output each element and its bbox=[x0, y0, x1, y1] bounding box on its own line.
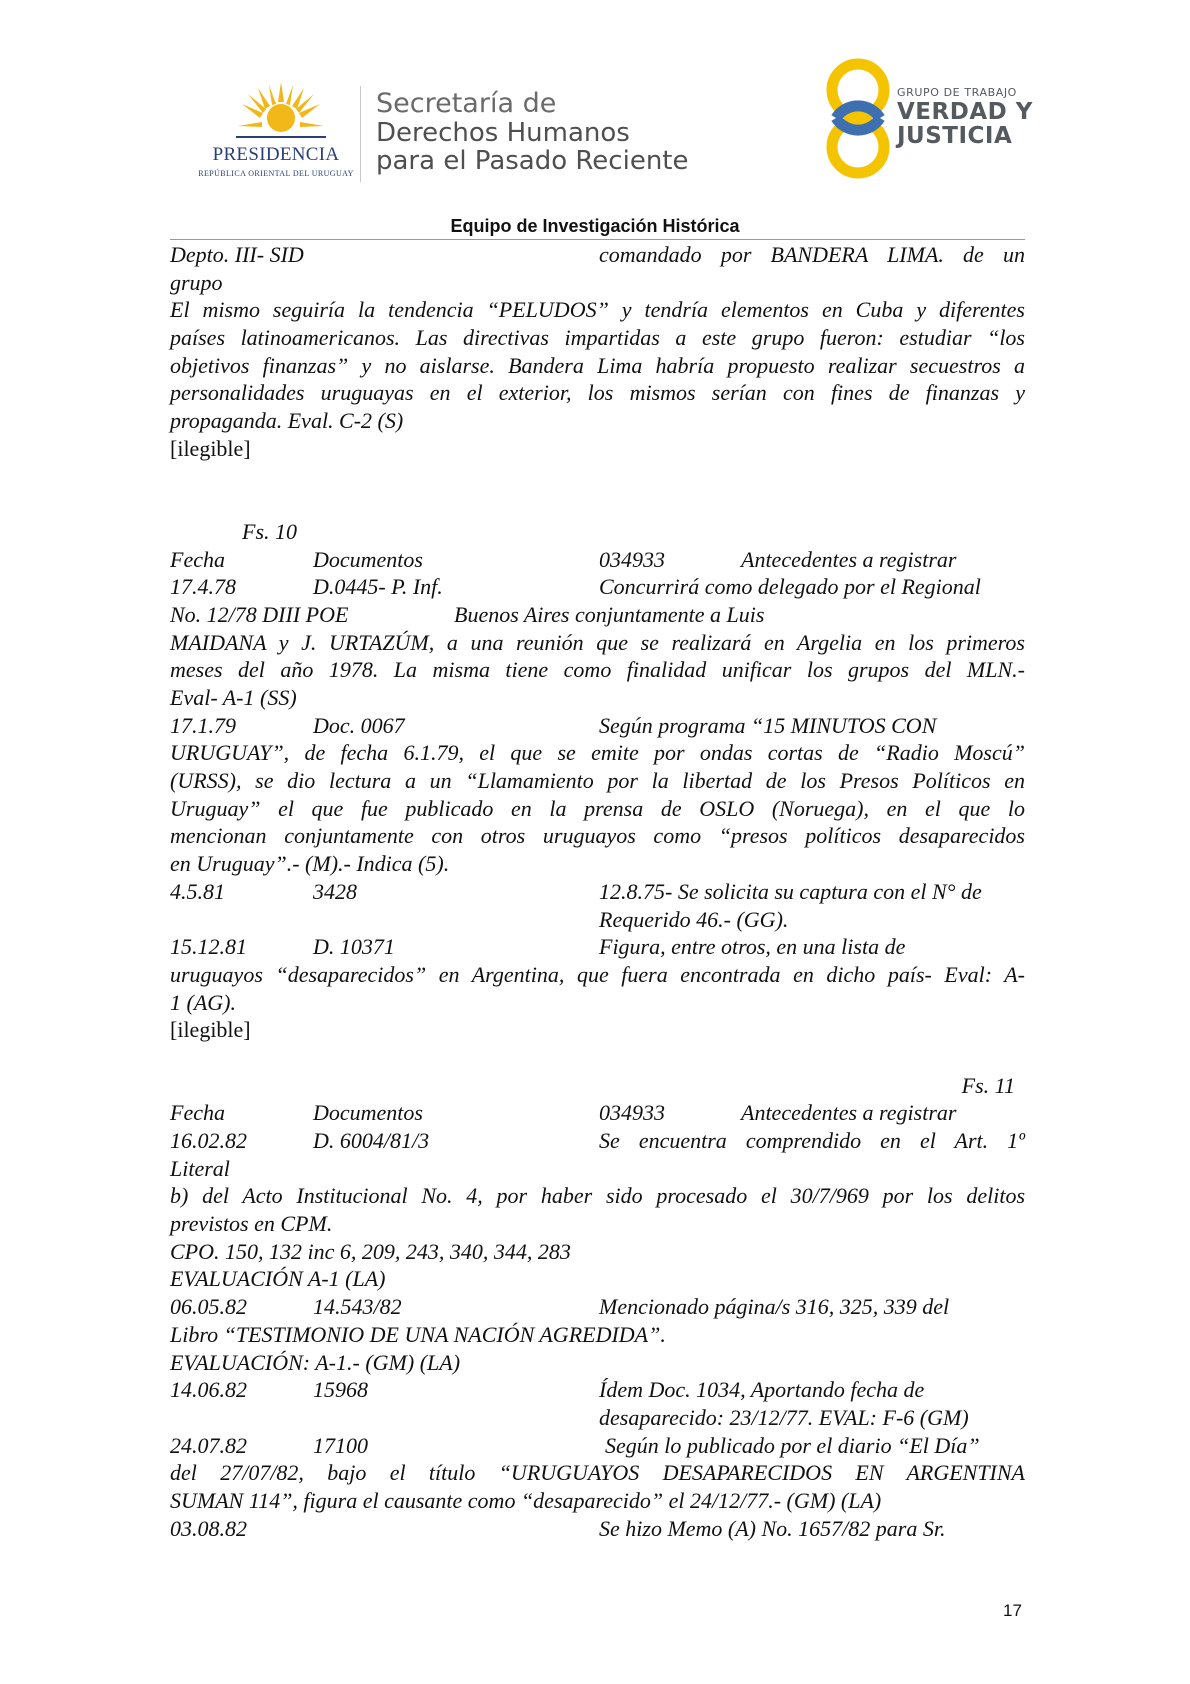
folio-10: Fs. 10 bbox=[242, 518, 297, 544]
text-line: b) del Acto Institucional No. 4, por haber sido procesado el 30/7/969 por los delitos bbox=[170, 1183, 1025, 1209]
col-fecha: Fecha bbox=[170, 1100, 225, 1126]
col-number: 034933 bbox=[599, 546, 665, 572]
entry-text: desaparecido: 23/12/77. EVAL: F-6 (GM) bbox=[599, 1404, 969, 1430]
entry-text: Se hizo Memo (A) No. 1657/82 para Sr. bbox=[599, 1515, 946, 1541]
entry-row bbox=[170, 1293, 1025, 1321]
entry-row bbox=[170, 878, 1025, 906]
text-line: El mismo seguiría la tendencia “PELUDOS” y tendría elementos en Cuba y diferentes bbox=[170, 297, 1025, 323]
entry-row bbox=[170, 933, 1025, 961]
entry-date: 06.05.82 bbox=[170, 1294, 247, 1320]
entry-text: Buenos Aires conjuntamente a Luis bbox=[454, 601, 765, 627]
depto-label: Depto. III- SID bbox=[170, 242, 304, 267]
entry-date: 17.4.78 bbox=[170, 574, 236, 600]
illegible-mark: [ilegible] bbox=[170, 1017, 251, 1043]
entry-doc: 15968 bbox=[313, 1377, 368, 1403]
presidencia-subtitle: REPÚBLICA ORIENTAL DEL URUGUAY bbox=[198, 169, 354, 178]
verdad-justicia-logo bbox=[822, 56, 1032, 181]
entry-row bbox=[170, 1127, 1025, 1155]
secretaria-line-1: Secretaría de bbox=[376, 88, 557, 119]
col-antecedentes: Antecedentes a registrar bbox=[741, 1100, 957, 1126]
entry-row bbox=[170, 573, 1025, 601]
entry-date: 15.12.81 bbox=[170, 934, 247, 960]
comandado-text: comandado por BANDERA LIMA. de un bbox=[599, 242, 1025, 267]
document-body bbox=[170, 241, 1025, 1542]
text-line: (URSS), se dio lectura a un “Llamamiento por la libertad de los Presos Políticos en bbox=[170, 768, 1025, 794]
entry-doc: 3428 bbox=[313, 878, 357, 904]
secretaria-logo-text bbox=[376, 88, 688, 175]
entry-text: Ídem Doc. 1034, Aportando fecha de bbox=[599, 1377, 925, 1403]
header-divider bbox=[360, 86, 361, 182]
text-line: EVALUACIÓN A-1 (LA) bbox=[170, 1266, 386, 1292]
entry-date: 03.08.82 bbox=[170, 1515, 247, 1541]
entry-doc: 17100 bbox=[313, 1432, 368, 1458]
text-line: en Uruguay”.- (M).- Indica (5). bbox=[170, 851, 450, 877]
entry-date: 14.06.82 bbox=[170, 1377, 247, 1403]
text-line: CPO. 150, 132 inc 6, 209, 243, 340, 344, 283 bbox=[170, 1238, 571, 1264]
verdad-label: VERDAD Y bbox=[897, 99, 1033, 125]
text-line bbox=[170, 906, 1025, 934]
entry-doc: D.0445- P. Inf. bbox=[313, 574, 443, 600]
col-antecedentes: Antecedentes a registrar bbox=[741, 546, 957, 572]
header-rule bbox=[170, 239, 1025, 240]
sun-emblem-icon bbox=[236, 80, 326, 146]
entry-ref: No. 12/78 DIII POE bbox=[170, 601, 349, 627]
presidencia-logo bbox=[196, 80, 356, 180]
text-line: mencionan conjuntamente con otros uruguayos como “presos políticos desaparecidos bbox=[170, 823, 1025, 849]
text-line: previstos en CPM. bbox=[170, 1211, 333, 1237]
secretaria-line-2: Derechos Humanos bbox=[376, 118, 630, 148]
col-documentos: Documentos bbox=[313, 1100, 423, 1126]
presidencia-title: PRESIDENCIA bbox=[212, 144, 340, 165]
text-line bbox=[170, 241, 1025, 269]
entry-doc: D. 10371 bbox=[313, 934, 395, 960]
entry-date: 17.1.79 bbox=[170, 712, 236, 738]
text-line: URUGUAY”, de fecha 6.1.79, el que se emite por ondas cortas de “Radio Moscú” bbox=[170, 740, 1025, 766]
entry-date: 4.5.81 bbox=[170, 878, 225, 904]
text-line: MAIDANA y J. URTAZÚM, a una reunión que se realizará en Argelia en los primeros bbox=[170, 629, 1025, 655]
illegible-mark: [ilegible] bbox=[170, 435, 251, 461]
entry-row bbox=[170, 1376, 1025, 1404]
text-line: Libro “TESTIMONIO DE UNA NACIÓN AGREDIDA”. bbox=[170, 1321, 666, 1347]
entry-doc: D. 6004/81/3 bbox=[313, 1128, 430, 1153]
text-line: Eval- A-1 (SS) bbox=[170, 685, 297, 710]
entry-date: 16.02.82 bbox=[170, 1128, 247, 1153]
col-documentos: Documentos bbox=[313, 546, 423, 572]
entry-row bbox=[170, 1515, 1025, 1543]
secretaria-line-3: para el Pasado Reciente bbox=[376, 146, 689, 176]
text-line: uruguayos “desaparecidos” en Argentina, que fuera encontrada en dicho país- Eval: A- bbox=[170, 961, 1025, 987]
folio-line bbox=[170, 518, 1025, 546]
blank-line bbox=[170, 463, 1025, 491]
folio-11: Fs. 11 bbox=[961, 1072, 1015, 1098]
table-header-row bbox=[170, 1099, 1025, 1127]
entry-text: Concurrirá como delegado por el Regional bbox=[599, 574, 981, 600]
entry-text: Según lo publicado por el diario “El Día” bbox=[605, 1432, 980, 1458]
entry-text: Según programa “15 MINUTOS CON bbox=[599, 712, 937, 738]
text-line: propaganda. Eval. C-2 (S) bbox=[170, 408, 404, 434]
text-line bbox=[170, 601, 1025, 629]
entry-date: 24.07.82 bbox=[170, 1432, 247, 1458]
text-line: meses del año 1978. La misma tiene como finalidad unificar los grupos del MLN.- bbox=[170, 657, 1025, 683]
text-line: grupo bbox=[170, 269, 223, 295]
table-header-row bbox=[170, 546, 1025, 574]
text-line: países latinoamericanos. Las directivas impartidas a este grupo fueron: estudiar “los bbox=[170, 325, 1025, 351]
grupo-label: GRUPO DE TRABAJO bbox=[897, 86, 1017, 99]
text-line: SUMAN 114”, figura el causante como “desaparecido” el 24/12/77.- (GM) (LA) bbox=[170, 1487, 882, 1513]
entry-row bbox=[170, 1432, 1025, 1460]
text-line: del 27/07/82, bajo el título “URUGUAYOS DESAPARECIDOS EN ARGENTINA bbox=[170, 1460, 1025, 1486]
verdad-justicia-text bbox=[897, 86, 1033, 148]
page-number: 17 bbox=[1003, 1601, 1022, 1620]
text-line: personalidades uruguayas en el exterior, los mismos serían con fines de finanzas y bbox=[170, 380, 1025, 406]
text-line: Uruguay” el que fue publicado en la prensa de OSLO (Noruega), en el que lo bbox=[170, 795, 1025, 821]
text-line: Literal bbox=[170, 1155, 230, 1181]
entry-text: Mencionado página/s 316, 325, 339 del bbox=[599, 1294, 950, 1320]
entry-doc: Doc. 0067 bbox=[313, 712, 405, 738]
entry-text: Se encuentra comprendido en el Art. 1º bbox=[599, 1128, 1025, 1153]
text-line bbox=[170, 1404, 1025, 1432]
entry-row bbox=[170, 712, 1025, 740]
entry-text: 12.8.75- Se solicita su captura con el N° de bbox=[599, 878, 982, 904]
blank-line bbox=[170, 1044, 1025, 1072]
folio-line bbox=[170, 1072, 1025, 1100]
text-line: objetivos finanzas” y no aislarse. Bandera Lima habría propuesto realizar secuestros a bbox=[170, 352, 1025, 378]
text-line: EVALUACIÓN: A-1.- (GM) (LA) bbox=[170, 1349, 461, 1375]
entry-doc: 14.543/82 bbox=[313, 1294, 402, 1320]
interlocked-rings-icon bbox=[822, 56, 894, 181]
text-line: 1 (AG). bbox=[170, 989, 236, 1015]
entry-text: Requerido 46.- (GG). bbox=[599, 906, 789, 932]
col-number: 034933 bbox=[599, 1100, 665, 1126]
col-fecha: Fecha bbox=[170, 546, 225, 572]
blank-line bbox=[170, 490, 1025, 518]
entry-text: Figura, entre otros, en una lista de bbox=[599, 934, 906, 960]
team-heading: Equipo de Investigación Histórica bbox=[450, 216, 740, 236]
justicia-label: JUSTICIA bbox=[897, 123, 1013, 149]
